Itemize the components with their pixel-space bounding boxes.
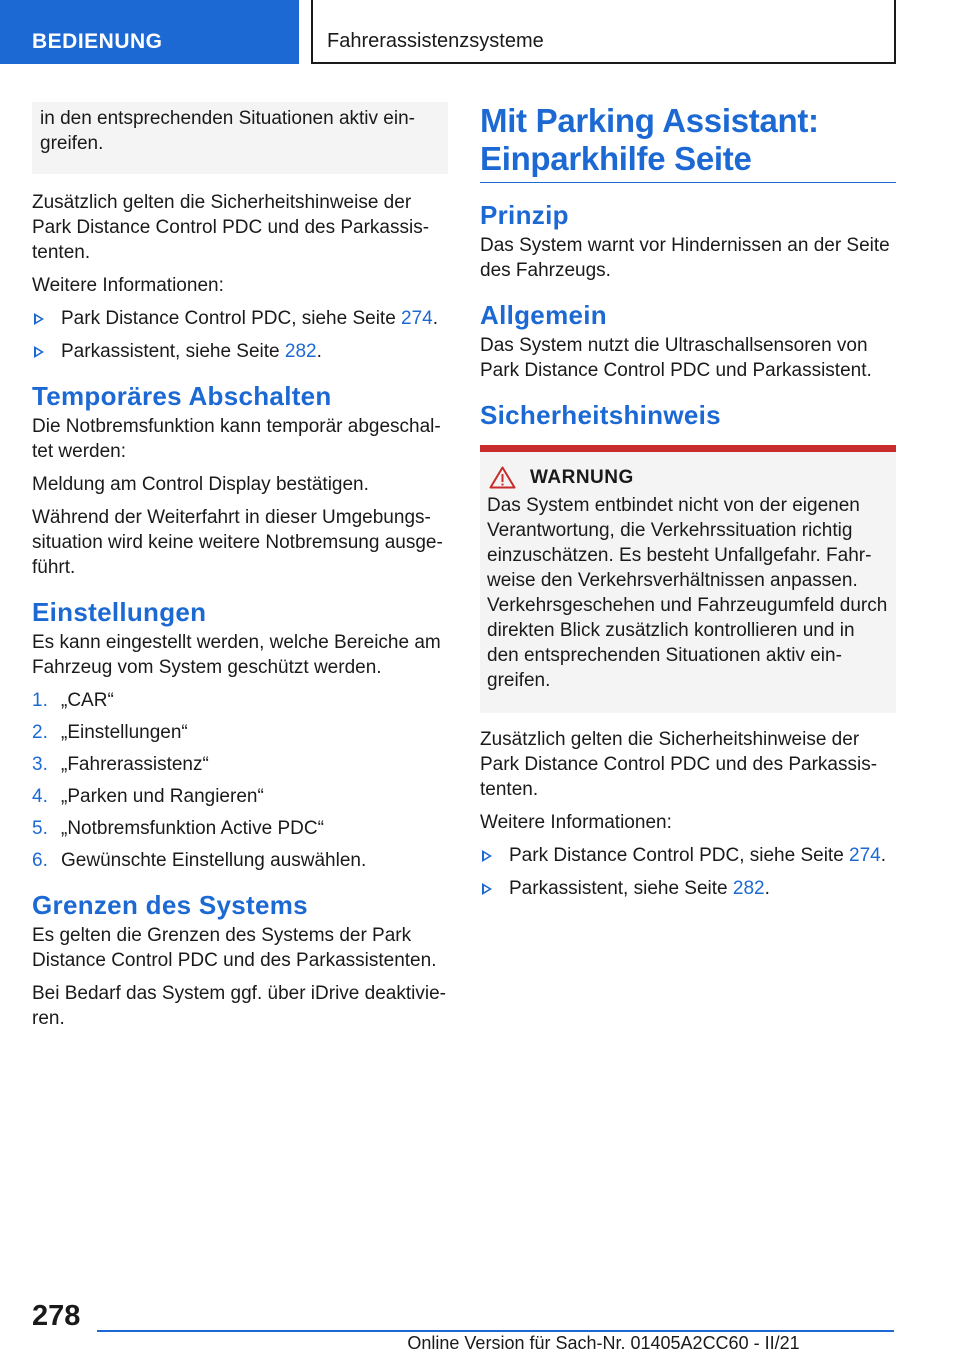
warning-triangle-icon	[489, 466, 516, 489]
paragraph: Es kann eingestellt werden, welche Bereiche am Fahrzeug vom System geschützt werden.	[32, 632, 441, 678]
step-number: 2.	[32, 722, 48, 743]
step-number: 4.	[32, 786, 48, 807]
page-link[interactable]: 282	[732, 878, 765, 899]
footer-divider	[97, 1330, 894, 1332]
paragraph: Bei Bedarf das System ggf. über iDrive deaktivie-ren.	[32, 983, 446, 1029]
page-number: 278	[32, 1300, 81, 1332]
list-item: 6. Gewünschte Einstellung auswählen.	[32, 850, 367, 871]
continued-box	[32, 102, 448, 174]
paragraph: Weitere Informationen:	[480, 812, 672, 833]
section-heading: Grenzen des Systems	[32, 890, 308, 920]
reference-list	[32, 306, 448, 364]
paragraph: Während der Weiterfahrt in dieser Umgebungs-situation wird keine weitere Notbremsung ausge-führt.	[32, 507, 443, 578]
section-heading: Prinzip	[480, 200, 569, 230]
chapter-heading: Mit Parking Assistant: Einparkhilfe Seite	[480, 102, 896, 183]
list-item: Parkassistent, siehe Seite 282.	[32, 339, 448, 364]
section-heading: Einstellungen	[32, 597, 207, 627]
paragraph: Zusätzlich gelten die Sicherheitshinweise der Park Distance Control PDC und des Parkassis-tenten.	[32, 192, 430, 263]
chapter-title: Fahrerassistenzsysteme	[327, 30, 544, 52]
continued-text: in den entsprechenden Situationen aktiv ein-greifen.	[40, 108, 415, 154]
list-item: Park Distance Control PDC, siehe Seite 274.	[32, 306, 448, 331]
paragraph: Zusätzlich gelten die Sicherheitshinweise der Park Distance Control PDC und des Parkassis-tenten.	[480, 729, 878, 800]
list-item: 5. „Notbremsfunktion Active PDC“	[32, 818, 324, 839]
page-link[interactable]: 282	[284, 341, 317, 362]
list-item: 3. „Fahrerassistenz“	[32, 754, 209, 775]
page-link[interactable]: 274	[849, 845, 881, 866]
list-item: Parkassistent, siehe Seite 282.	[480, 876, 896, 901]
reference-list	[480, 843, 896, 901]
paragraph: Das System warnt vor Hindernissen an der Seite des Fahrzeugs.	[480, 235, 890, 281]
paragraph: Es gelten die Grenzen des Systems der Park Distance Control PDC und des Parkassistenten.	[32, 925, 437, 971]
triangle-bullet-icon	[482, 883, 492, 895]
step-number: 1.	[32, 690, 48, 711]
paragraph: Meldung am Control Display bestätigen.	[32, 474, 369, 495]
list-item: 2. „Einstellungen“	[32, 722, 188, 743]
left-column	[32, 102, 448, 1039]
list-item: 1. „CAR“	[32, 690, 114, 711]
section-heading: Allgemein	[480, 300, 607, 330]
footer-text: Online Version für Sach-Nr. 01405A2CC60 - II/21	[407, 1333, 800, 1353]
section-tab	[0, 0, 299, 64]
list-item: Park Distance Control PDC, siehe Seite 274.	[480, 843, 896, 868]
chapter-header	[311, 0, 896, 64]
warning-box	[480, 445, 896, 713]
section-title: BEDIENUNG	[32, 30, 163, 53]
section-heading: Temporäres Abschalten	[32, 381, 332, 411]
triangle-bullet-icon	[34, 313, 44, 325]
warning-header	[487, 466, 888, 489]
list-item: 4. „Parken und Rangieren“	[32, 786, 264, 807]
warning-title: WARNUNG	[530, 466, 634, 488]
step-number: 3.	[32, 754, 48, 775]
paragraph: Das System nutzt die Ultraschallsensoren von Park Distance Control PDC und Parkassistent.	[480, 335, 872, 381]
steps-list	[32, 688, 448, 873]
triangle-bullet-icon	[482, 850, 492, 862]
triangle-bullet-icon	[34, 346, 44, 358]
paragraph: Weitere Informationen:	[32, 275, 224, 296]
step-number: 6.	[32, 850, 48, 871]
right-column	[480, 102, 896, 909]
section-heading: Sicherheitshinweis	[480, 400, 721, 430]
paragraph: Die Notbremsfunktion kann temporär abgeschal-tet werden:	[32, 416, 441, 462]
page-link[interactable]: 274	[401, 308, 433, 329]
warning-text: Das System entbindet nicht von der eigenen Verantwortung, die Verkehrssituation richtig einzuschätzen. Es besteht Unfallgefahr. Fahr-weise den Verkehrsverhältnissen anpassen. Verkehrsgeschehen und Fahrzeugumfeld durch direkten Blick zusätzlich kontrollieren und in den entsprechenden Situationen aktiv ein-greifen.	[487, 495, 888, 691]
step-number: 5.	[32, 818, 48, 839]
